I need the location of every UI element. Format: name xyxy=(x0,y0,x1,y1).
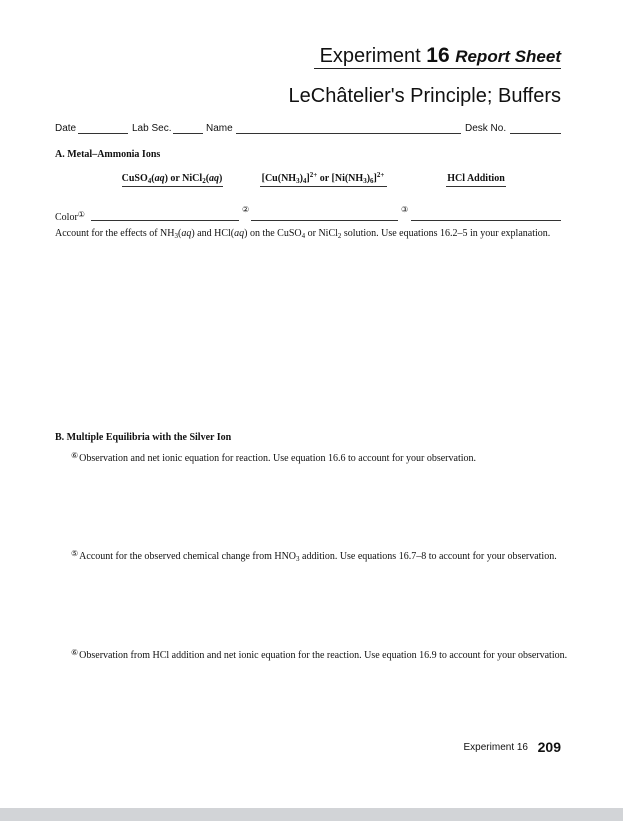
section-b-answer-2[interactable] xyxy=(71,564,561,642)
col-underline-ammine xyxy=(260,186,387,187)
section-b-item-2 xyxy=(71,548,557,563)
col-underline-hcl xyxy=(446,186,506,187)
item-3-text: Observation from HCl addition and net ionic equation for the reaction. Use equation 16.9 to account for your observation. xyxy=(79,650,568,661)
section-b-item-3 xyxy=(71,647,567,662)
color-field-3[interactable] xyxy=(411,220,561,221)
footer-label: Experiment 16 xyxy=(463,742,528,753)
page-number: 209 xyxy=(537,739,561,755)
col-head-solution: CuSO$_4$(aq) or NiCl$_2$(aq) xyxy=(121,173,223,185)
section-b-heading: B. Multiple Equilibria with the Silver Ion xyxy=(55,432,232,443)
marker-1-icon: ① xyxy=(77,210,85,219)
bottom-band xyxy=(0,808,623,821)
marker-6b-icon: ⑥ xyxy=(71,648,79,657)
marker-6-icon: ⑥ xyxy=(71,451,79,460)
name-label: Name xyxy=(206,123,233,134)
experiment-number: 16 xyxy=(426,44,450,67)
item-2-text: Account for the observed chemical change from $HNO_3$ addition. Use equations 16.7–8 to account for your observation. xyxy=(79,551,557,563)
page-subtitle: LeChâtelier's Principle; Buffers xyxy=(288,85,561,107)
section-b-answer-3[interactable] xyxy=(71,663,561,733)
date-field[interactable] xyxy=(78,133,128,134)
date-label: Date xyxy=(55,123,77,134)
marker-2-icon: ② xyxy=(242,205,250,214)
section-a-answer-area[interactable] xyxy=(55,245,561,425)
desk-no-label: Desk No. xyxy=(465,123,507,134)
section-a-heading: A. Metal–Ammonia Ions xyxy=(55,149,161,160)
col-head-hcl: HCl Addition xyxy=(447,173,505,184)
experiment-word: Experiment xyxy=(319,45,421,67)
color-field-2[interactable] xyxy=(251,220,398,221)
section-b-answer-1[interactable] xyxy=(71,466,561,544)
color-field-1[interactable] xyxy=(91,220,239,221)
marker-5-icon: ⑤ xyxy=(71,549,79,558)
section-b-item-1 xyxy=(71,450,476,465)
lab-sec-label: Lab Sec. xyxy=(132,123,172,134)
name-field[interactable] xyxy=(236,133,461,134)
col-head-ammine: $[Cu(NH_3)_4]^{2+}$ or $[Ni(NH_3)_6]^{2+}$ xyxy=(261,171,385,185)
color-label: Color xyxy=(55,212,78,223)
title-rule xyxy=(314,68,561,69)
item-1-text: Observation and net ionic equation for reaction. Use equation 16.6 to account for your observation. xyxy=(79,453,476,464)
experiment-title xyxy=(320,44,561,69)
color-row-label xyxy=(55,209,86,224)
lab-sec-field[interactable] xyxy=(173,133,203,134)
desk-no-field[interactable] xyxy=(510,133,561,134)
report-sheet-label: Report Sheet xyxy=(455,47,561,66)
col-underline-solution xyxy=(122,186,223,187)
marker-3-icon: ③ xyxy=(401,205,409,214)
section-a-instruction: Account for the effects of $NH_3(aq)$ and HCl(aq) on the CuSO$_4$ or NiCl$_2$ solution. Use equations 16.2–5 in your explanation. xyxy=(55,228,551,240)
